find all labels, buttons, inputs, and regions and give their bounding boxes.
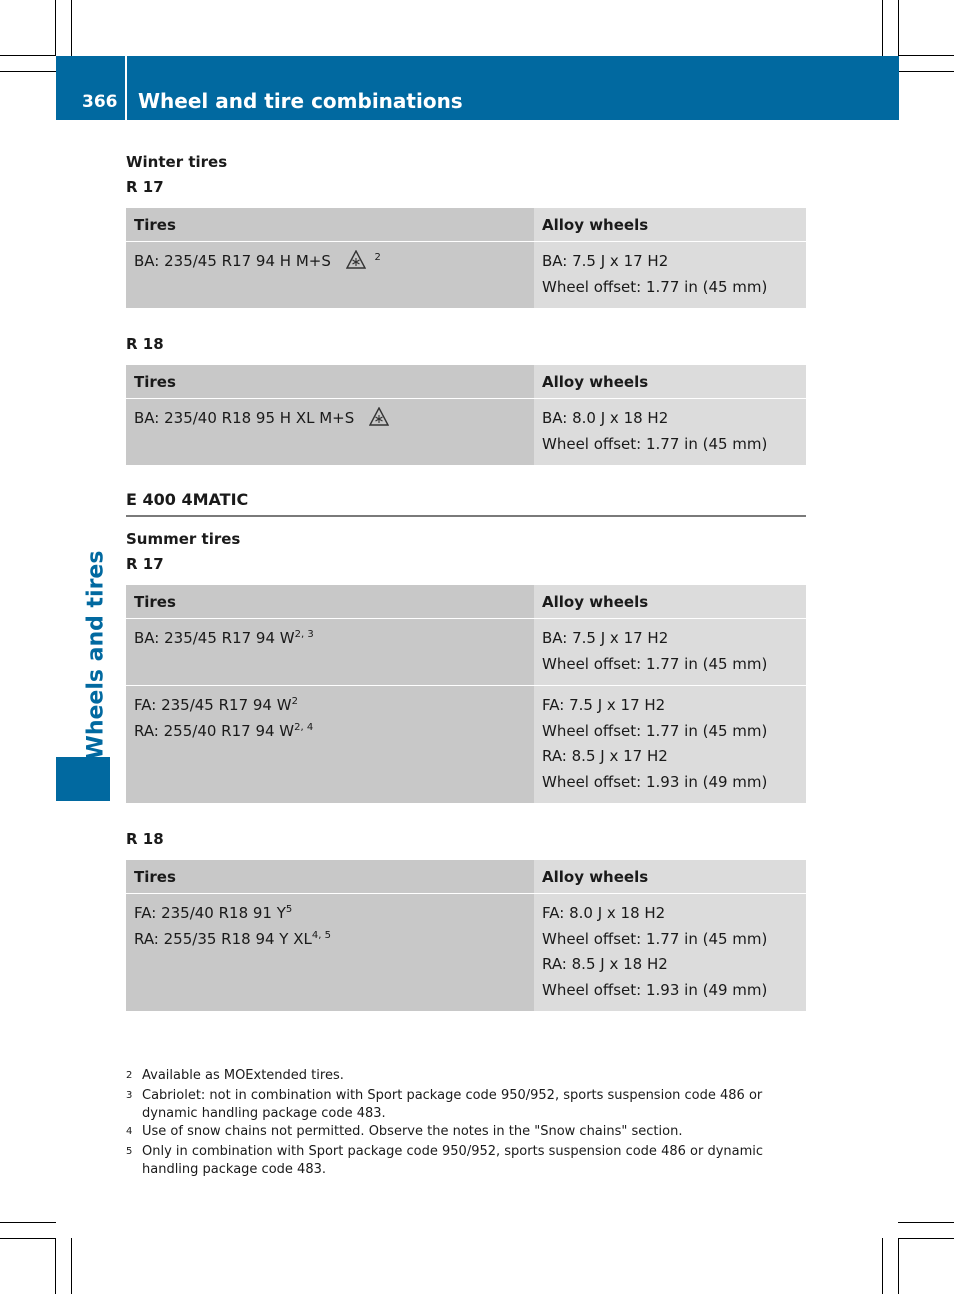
col-header-tires: Tires — [126, 365, 534, 399]
winter-r18-table — [126, 365, 806, 465]
front-tire-spec: FA: 235/45 R17 94 W — [134, 696, 292, 714]
crop-mark — [55, 0, 56, 56]
crop-mark — [71, 0, 72, 56]
crop-mark — [898, 55, 954, 56]
col-header-wheels: Alloy wheels — [534, 585, 806, 619]
footnote-ref: 2, 3 — [294, 629, 314, 640]
table-header-row — [126, 860, 806, 894]
crop-mark — [55, 1238, 56, 1294]
col-header-wheels: Alloy wheels — [534, 208, 806, 242]
main-content — [126, 150, 806, 1011]
side-tab-marker — [56, 757, 110, 801]
front-wheel-offset: Wheel offset: 1.77 in (45 mm) — [542, 721, 768, 740]
summer-r18-label: R 18 — [126, 830, 164, 848]
table-header-row — [126, 585, 806, 619]
tire-spec: BA: 235/45 R17 94 H M+S — [134, 252, 331, 270]
footnote-ref: 4, 5 — [311, 929, 331, 941]
tire-spec: BA: 235/40 R18 95 H XL M+S — [134, 409, 355, 427]
wheel-spec: BA: 7.5 J x 17 H2 — [542, 629, 669, 647]
summer-r17-label: R 17 — [126, 555, 164, 573]
footnote-ref: 2, 4 — [294, 721, 314, 733]
tire-cell — [126, 399, 534, 466]
table-row — [126, 686, 806, 804]
footnote — [126, 1123, 806, 1141]
crop-mark — [0, 71, 56, 72]
wheel-spec: BA: 7.5 J x 17 H2 — [542, 252, 669, 270]
rear-wheel-offset: Wheel offset: 1.93 in (49 mm) — [542, 980, 768, 999]
summer-r18-table — [126, 860, 806, 1011]
wheel-offset: Wheel offset: 1.77 in (45 mm) — [542, 654, 768, 673]
wheel-cell — [534, 399, 806, 466]
wheel-spec: BA: 8.0 J x 18 H2 — [542, 409, 669, 427]
footnote-text: Cabriolet: not in combination with Sport package code 950/952, sports suspension code 486 or dynamic handling package code 483. — [142, 1088, 763, 1121]
rear-wheel-offset: Wheel offset: 1.93 in (49 mm) — [542, 772, 768, 791]
rear-wheel-spec: RA: 8.5 J x 18 H2 — [542, 955, 668, 973]
footnote — [126, 1087, 806, 1123]
header-divider — [125, 56, 127, 120]
crop-mark — [0, 1222, 56, 1223]
footnote — [126, 1067, 806, 1085]
wheel-offset: Wheel offset: 1.77 in (45 mm) — [542, 434, 768, 453]
wheel-cell — [534, 894, 806, 1012]
footnote-ref: 2 — [291, 696, 298, 707]
winter-r18-label: R 18 — [126, 335, 164, 353]
footnote-text: Use of snow chains not permitted. Observe the notes in the "Snow chains" section. — [142, 1124, 683, 1139]
wheel-cell — [534, 619, 806, 686]
snowflake-mountain-icon — [369, 407, 389, 427]
crop-mark — [882, 0, 883, 56]
wheel-offset: Wheel offset: 1.77 in (45 mm) — [542, 277, 768, 296]
table-header-row — [126, 208, 806, 242]
tire-spec: BA: 235/45 R17 94 W — [134, 629, 295, 647]
side-tab-label: Wheels and tires — [83, 550, 109, 760]
footnote-ref: 2 — [374, 252, 381, 263]
crop-mark — [898, 0, 899, 56]
col-header-wheels: Alloy wheels — [534, 365, 806, 399]
footnote-number: 5 — [126, 1146, 133, 1157]
table-row — [126, 894, 806, 1012]
snowflake-mountain-icon — [346, 250, 366, 270]
summer-tires-heading: Summer tires — [126, 530, 241, 548]
winter-r17-table — [126, 208, 806, 308]
footnote-text: Available as MOExtended tires. — [142, 1068, 344, 1083]
rear-wheel-spec: RA: 8.5 J x 17 H2 — [542, 747, 668, 765]
footnote — [126, 1143, 806, 1179]
col-header-wheels: Alloy wheels — [534, 860, 806, 894]
footnotes — [126, 1067, 806, 1179]
tire-cell — [126, 894, 534, 1012]
crop-mark — [882, 1238, 883, 1294]
table-row — [126, 399, 806, 466]
wheel-cell — [534, 686, 806, 804]
crop-mark — [0, 1238, 56, 1239]
crop-mark — [0, 55, 56, 56]
footnote-number: 3 — [126, 1090, 133, 1101]
front-wheel-offset: Wheel offset: 1.77 in (45 mm) — [542, 929, 768, 948]
page-title: Wheel and tire combinations — [138, 89, 463, 113]
crop-mark — [898, 1238, 899, 1294]
front-wheel-spec: FA: 7.5 J x 17 H2 — [542, 696, 666, 714]
table-header-row — [126, 365, 806, 399]
table-row — [126, 242, 806, 309]
winter-r17-label: R 17 — [126, 178, 164, 196]
footnote-number: 2 — [126, 1070, 133, 1081]
rear-tire-spec: RA: 255/40 R17 94 W — [134, 721, 295, 740]
tire-cell — [126, 686, 534, 804]
summer-r17-table — [126, 585, 806, 803]
crop-mark — [71, 1238, 72, 1294]
model-heading: E 400 4MATIC — [126, 485, 806, 517]
crop-mark — [898, 71, 954, 72]
winter-tires-heading: Winter tires — [126, 153, 228, 171]
rear-tire-spec: RA: 255/35 R18 94 Y XL — [134, 929, 312, 948]
page-header — [56, 56, 899, 120]
col-header-tires: Tires — [126, 860, 534, 894]
page-number: 366 — [82, 92, 118, 112]
wheel-cell — [534, 242, 806, 309]
crop-mark — [898, 1222, 954, 1223]
crop-mark — [898, 1238, 954, 1239]
col-header-tires: Tires — [126, 585, 534, 619]
footnote-text: Only in combination with Sport package code 950/952, sports suspension code 486 or dynamic handling package code 483. — [142, 1144, 764, 1177]
footnote-number: 4 — [126, 1126, 133, 1137]
front-wheel-spec: FA: 8.0 J x 18 H2 — [542, 904, 666, 922]
footnote-ref: 5 — [285, 904, 293, 915]
col-header-tires: Tires — [126, 208, 534, 242]
table-row — [126, 619, 806, 686]
tire-cell — [126, 619, 534, 686]
front-tire-spec: FA: 235/40 R18 91 Y — [134, 904, 286, 922]
tire-cell — [126, 242, 534, 309]
